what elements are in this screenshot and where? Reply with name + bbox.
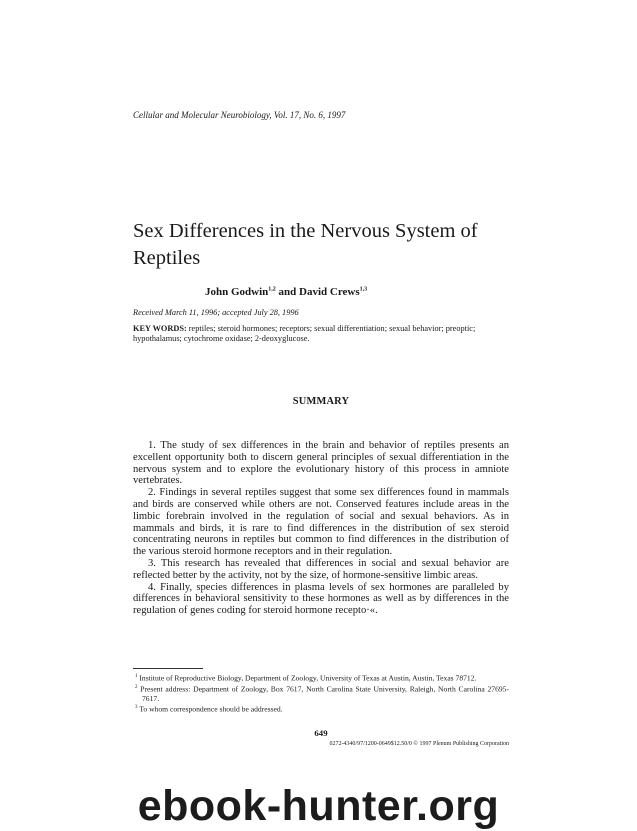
copyright-line: 0272-4340/97/1200-0649$12.50/0 © 1997 Plenum Publishing Corporation bbox=[329, 741, 509, 747]
footnote-text: To whom correspondence should be addressed. bbox=[137, 704, 283, 714]
footnote-number: 2 bbox=[135, 684, 138, 690]
summary-paragraph: 1. The study of sex differences in the brain and behavior of reptiles presents an excellent opportunity both to discern general principles of sexual differentiation in the nervous system and to explore the evolutionary history of this process in amniote vertebrates. bbox=[133, 440, 509, 487]
watermark-text: ebook-hunter.org bbox=[137, 782, 500, 830]
keywords-label: KEY WORDS: bbox=[133, 324, 187, 333]
author-connector: and bbox=[275, 286, 300, 298]
affiliation-marker: 1,2 bbox=[268, 286, 276, 293]
received-dates: Received March 11, 1996; accepted July 28, 1996 bbox=[133, 308, 299, 317]
affiliation-marker: 1,3 bbox=[359, 286, 368, 293]
footnote bbox=[133, 683, 509, 703]
footnote-number: 1 bbox=[135, 674, 138, 679]
keywords-text: reptiles; steroid hormones; receptors; sexual differentiation; sexual behavior; preoptic; hypothalamus; cytochrome oxidase; 2-deoxyglucose. bbox=[133, 324, 476, 343]
footnote bbox=[133, 703, 509, 714]
summary-paragraph: 4. Finally, species differences in plasma levels of sex hormones are paralleled by differences in behavioral sensitivity to these hormones as well as by differences in the regulation of genes coding for steroid hormone recepto·«. bbox=[133, 581, 509, 617]
author-name: John Godwin bbox=[205, 286, 269, 298]
author-line bbox=[205, 286, 367, 298]
footnote bbox=[133, 672, 509, 683]
page-number: 649 bbox=[314, 728, 328, 738]
keywords bbox=[133, 324, 509, 344]
author-name: David Crews bbox=[299, 286, 360, 298]
summary-body bbox=[133, 440, 509, 617]
footnote-divider bbox=[133, 668, 203, 669]
footnote-text: Institute of Reproductive Biology, Department of Zoology, University of Texas at Austin, Austin, Texas 78712. bbox=[137, 673, 477, 683]
journal-citation: Cellular and Molecular Neurobiology, Vol. 17, No. 6, 1997 bbox=[133, 110, 346, 120]
footnote-text: Present address: Department of Zoology, Box 7617, North Carolina State University, Raleigh, North Carolina 27695-7617. bbox=[137, 684, 509, 703]
footnotes bbox=[133, 672, 509, 714]
summary-paragraph: 2. Findings in several reptiles suggest that some sex differences found in mammals and birds are conserved while others are not. Conserved features include areas in the limbic forebrain involved in the regulation of social and sexual behaviors. As in mammals and birds, it is rare to find differences in the distribution of sex steroid concentrating neurons in reptiles but common to find differences in the distribution of the various steroid hormone receptors and in their regulation. bbox=[133, 487, 509, 558]
summary-paragraph: 3. This research has revealed that differences in social and sexual behavior are reflected better by the activity, not by the size, of hormone-sensitive limbic areas. bbox=[133, 557, 509, 581]
footnote-number: 3 bbox=[135, 704, 138, 710]
summary-heading: SUMMARY bbox=[292, 396, 350, 407]
article-title: Sex Differences in the Nervous System of Reptiles bbox=[133, 220, 478, 269]
